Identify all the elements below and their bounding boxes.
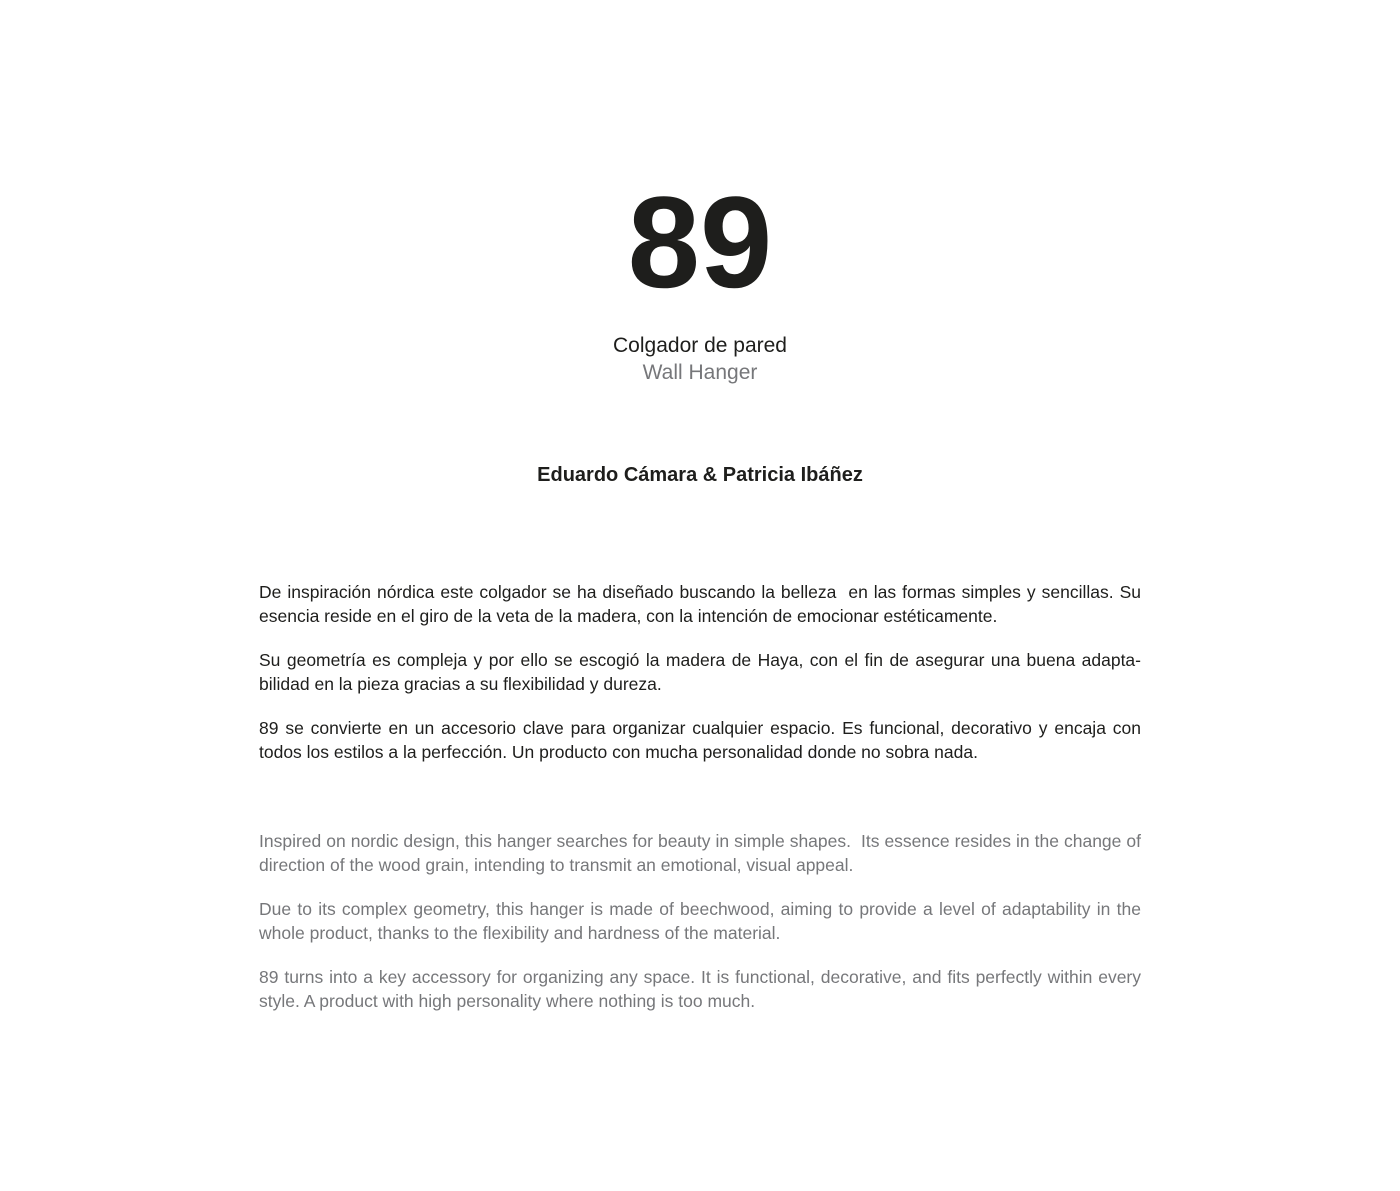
product-number-title: 89 [627, 169, 773, 315]
paragraph-es-2: Su geometría es compleja y por ello se escogió la madera de Haya, con el fin de asegurar una buena adapta-bilidad en la pieza gracias a su flexibilidad y dureza. [259, 650, 1141, 694]
product-subtitle-english: Wall Hanger [642, 361, 758, 384]
description-spanish [259, 580, 1146, 764]
description-column [259, 580, 1146, 1033]
paragraph-es-1: De inspiración nórdica este colgador se ha diseñado buscando la belleza en las formas simples y sencillas. Su esencia reside en el giro de la veta de la madera, con la intención de emocionar estéticamente. [259, 582, 1146, 626]
paragraph-es-3: 89 se convierte en un accesorio clave para organizar cualquier espacio. Es funcional, decorativo y encaja con todos los estilos a la perfección. Un producto con mucha personalidad donde no sobra nada. [259, 718, 1146, 762]
paragraph-en-3: 89 turns into a key accessory for organizing any space. It is functional, decorative, and fits perfectly within every style. A product with high personality where nothing is too much. [259, 967, 1146, 1011]
authors-line: Eduardo Cámara & Patricia Ibáñez [537, 464, 863, 486]
product-subtitle-spanish: Colgador de pared [613, 334, 787, 357]
paragraph-en-1: Inspired on nordic design, this hanger searches for beauty in simple shapes. Its essence resides in the change of direction of the wood grain, intending to transmit an emotional, visual appeal. [259, 831, 1146, 875]
description-english [259, 829, 1146, 1013]
paragraph-en-2: Due to its complex geometry, this hanger is made of beechwood, aiming to provide a level of adaptability in the whole product, thanks to the flexibility and hardness of the material. [259, 899, 1146, 943]
